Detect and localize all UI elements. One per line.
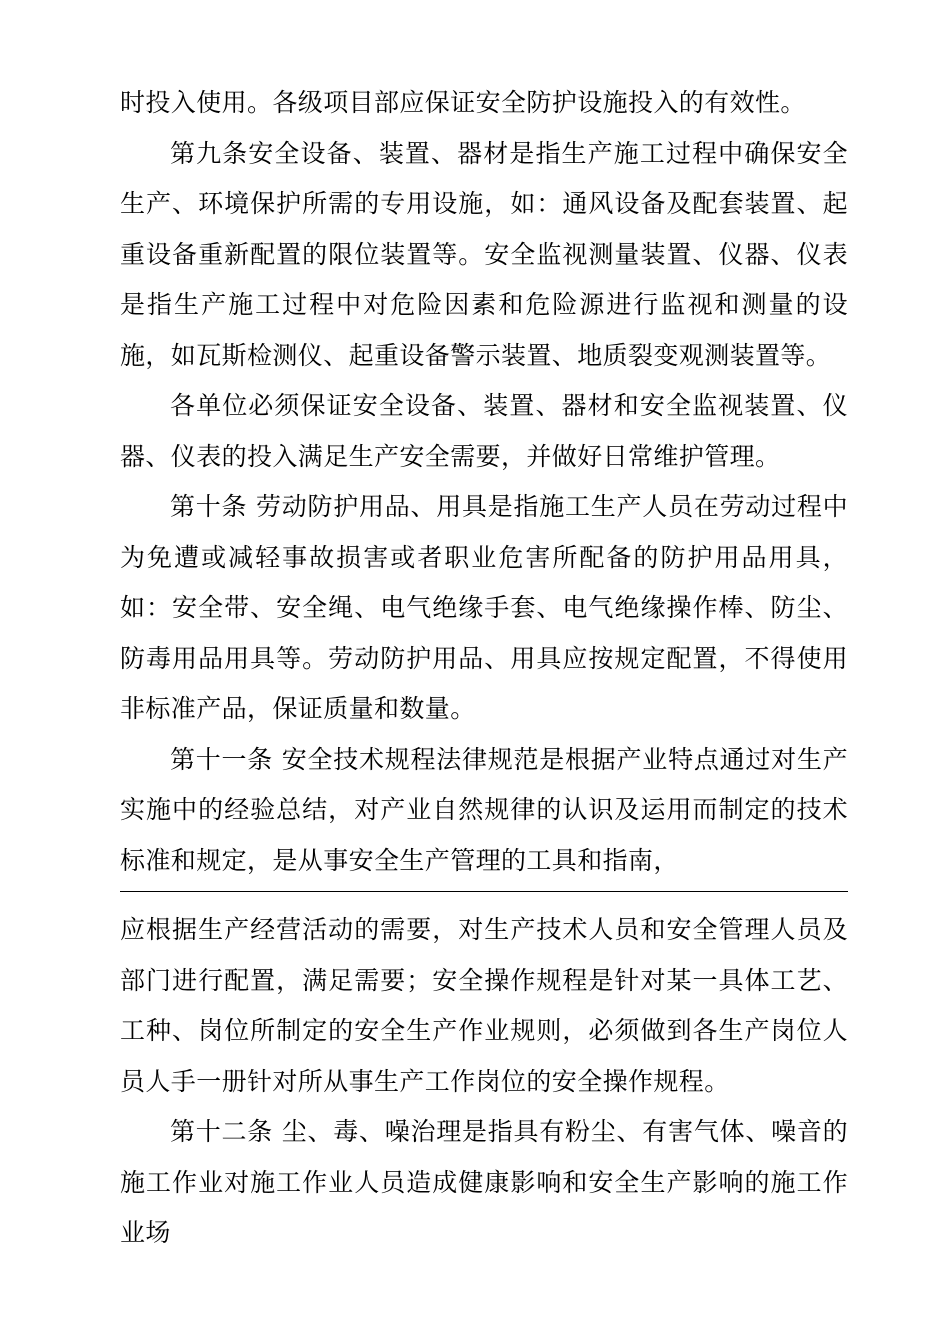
paragraph-article-11: 第十一条 安全技术规程法律规范是根据产业特点通过对生产实施中的经验总结，对产业自然规律的认识及运用而制定的技术标准和规定，是从事安全生产管理的工具和指南，: [120, 744, 848, 875]
page-divider: [120, 891, 848, 892]
paragraph-equipment-requirements: 各单位必须保证安全设备、装置、器材和安全监视装置、仪器、仪表的投入满足生产安全需要，并做好日常维护管理。: [120, 391, 848, 471]
paragraph-article-10: 第十条 劳动防护用品、用具是指施工生产人员在劳动过程中为免遭或减轻事故损害或者职业危害所配备的防护用品用具，如：安全带、安全绳、电气绝缘手套、电气绝缘操作棒、防尘、防毒用品用具等。劳动防护用品、用具应按规定配置，不得使用非标准产品，保证质量和数量。: [120, 492, 848, 723]
paragraph-article-9: 第九条安全设备、装置、器材是指生产施工过程中确保安全生产、环境保护所需的专用设施，如：通风设备及配套装置、起重设备重新配置的限位装置等。安全监视测量装置、仪器、仪表是指生产施工过程中对危险因素和危险源进行监视和测量的设施，如瓦斯检测仪、起重设备警示装置、地质裂变观测装置等。: [120, 138, 848, 370]
document-page-lower: [120, 905, 848, 1259]
document-page-upper: [120, 78, 848, 886]
paragraph-article-11-continued: 应根据生产经营活动的需要，对生产技术人员和安全管理人员及部门进行配置，满足需要；安全操作规程是针对某一具体工艺、工种、岗位所制定的安全生产作业规则，必须做到各生产岗位人员人手一册针对所从事生产工作岗位的安全操作规程。: [120, 915, 848, 1096]
paragraph-article-12: 第十二条 尘、毒、噪治理是指具有粉尘、有害气体、噪音的施工作业对施工作业人员造成健康影响和安全生产影响的施工作业场: [120, 1117, 848, 1247]
paragraph-continuation: 时投入使用。各级项目部应保证安全防护设施投入的有效性。: [120, 88, 806, 117]
